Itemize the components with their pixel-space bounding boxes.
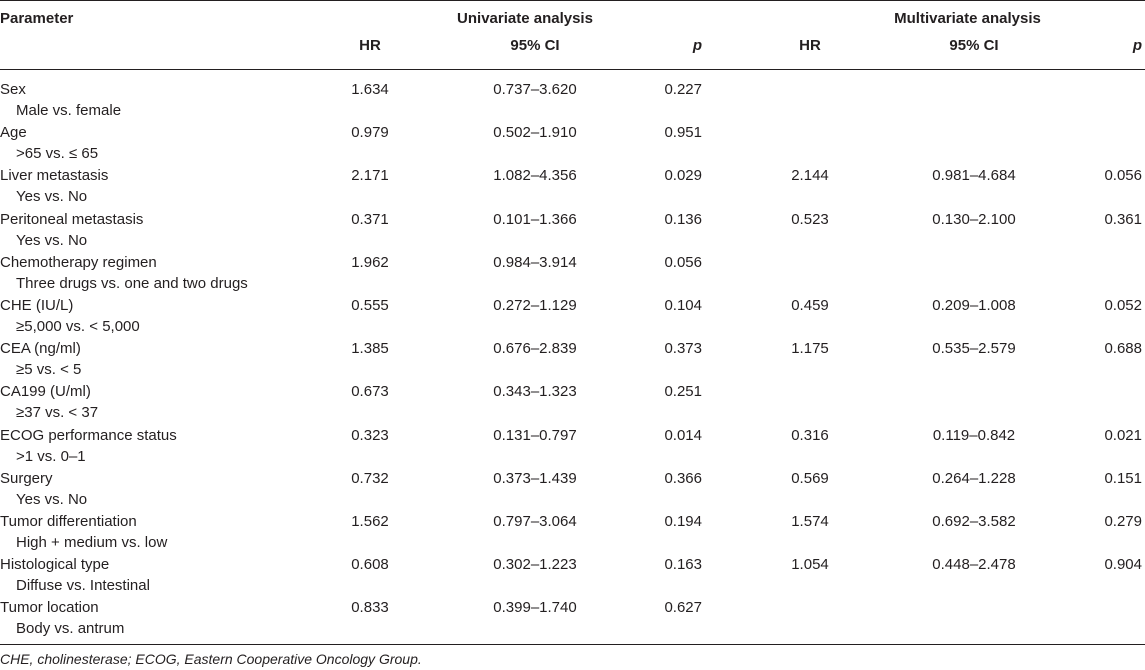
multivariate-p-cell: 0.361 — [1104, 211, 1142, 228]
multivariate-hr-cell: 1.054 — [791, 556, 829, 573]
univariate-ci-cell: 0.797–3.064 — [493, 513, 577, 530]
parameter-name: CEA (ng/ml) — [0, 340, 81, 357]
multivariate-p-cell: 0.052 — [1104, 297, 1142, 314]
univariate-p-cell: 0.373 — [664, 340, 702, 357]
parameter-name: Tumor differentiation — [0, 513, 137, 530]
univariate-hr-cell: 2.171 — [351, 167, 389, 184]
univariate-ci-cell: 0.272–1.129 — [493, 297, 577, 314]
bottom-rule — [0, 644, 1145, 645]
parameter-name: Histological type — [0, 556, 110, 573]
parameter-name: Tumor location — [0, 599, 99, 616]
parameter-comparison: ≥5,000 vs. < 5,000 — [16, 318, 140, 335]
univariate-p-cell: 0.194 — [664, 513, 702, 530]
parameter-name: Surgery — [0, 470, 53, 487]
univariate-ci-cell: 0.984–3.914 — [493, 254, 577, 271]
univariate-p-cell: 0.056 — [664, 254, 702, 271]
multivariate-p-cell: 0.688 — [1104, 340, 1142, 357]
univariate-ci-cell: 0.101–1.366 — [493, 211, 577, 228]
univariate-hr-cell: 0.555 — [351, 297, 389, 314]
top-rule — [0, 0, 1145, 1]
parameter-name: Sex — [0, 81, 26, 98]
univariate-hr-cell: 0.608 — [351, 556, 389, 573]
univariate-ci-cell: 0.502–1.910 — [493, 124, 577, 141]
univariate-ci-cell: 0.131–0.797 — [493, 427, 577, 444]
header-rule — [0, 69, 1145, 70]
header-multivariate: Multivariate analysis — [894, 10, 1041, 27]
univariate-ci-cell: 0.343–1.323 — [493, 383, 577, 400]
parameter-comparison: ≥37 vs. < 37 — [16, 404, 99, 421]
parameter-comparison: Yes vs. No — [16, 188, 88, 205]
multivariate-ci-cell: 0.209–1.008 — [932, 297, 1016, 314]
parameter-comparison: High + medium vs. low — [16, 534, 168, 551]
multivariate-ci-cell: 0.535–2.579 — [932, 340, 1016, 357]
parameter-comparison: >1 vs. 0–1 — [16, 448, 86, 465]
univariate-p-cell: 0.014 — [664, 427, 702, 444]
parameter-name: ECOG performance status — [0, 427, 177, 444]
univariate-hr-cell: 0.371 — [351, 211, 389, 228]
multivariate-ci-cell: 0.981–4.684 — [932, 167, 1016, 184]
univariate-ci-cell: 0.302–1.223 — [493, 556, 577, 573]
parameter-comparison: Three drugs vs. one and two drugs — [16, 275, 248, 292]
parameter-comparison: >65 vs. ≤ 65 — [16, 145, 99, 162]
multivariate-hr-cell: 0.316 — [791, 427, 829, 444]
univariate-hr-cell: 0.323 — [351, 427, 389, 444]
univariate-ci-cell: 0.373–1.439 — [493, 470, 577, 487]
header-univariate-p: p — [692, 37, 702, 54]
header-multivariate-ci: 95% CI — [949, 37, 999, 54]
parameter-name: Peritoneal metastasis — [0, 211, 144, 228]
header-parameter: Parameter — [0, 10, 74, 27]
univariate-hr-cell: 1.385 — [351, 340, 389, 357]
univariate-p-cell: 0.227 — [664, 81, 702, 98]
univariate-p-cell: 0.136 — [664, 211, 702, 228]
univariate-p-cell: 0.104 — [664, 297, 702, 314]
univariate-p-cell: 0.627 — [664, 599, 702, 616]
univariate-ci-cell: 0.737–3.620 — [493, 81, 577, 98]
univariate-hr-cell: 1.634 — [351, 81, 389, 98]
univariate-p-cell: 0.029 — [664, 167, 702, 184]
multivariate-hr-cell: 1.574 — [791, 513, 829, 530]
multivariate-ci-cell: 0.692–3.582 — [932, 513, 1016, 530]
multivariate-hr-cell: 0.459 — [791, 297, 829, 314]
multivariate-ci-cell: 0.264–1.228 — [932, 470, 1016, 487]
univariate-p-cell: 0.251 — [664, 383, 702, 400]
parameter-comparison: Diffuse vs. Intestinal — [16, 577, 150, 594]
table-footnote: CHE, cholinesterase; ECOG, Eastern Cooperative Oncology Group. — [0, 651, 422, 667]
univariate-hr-cell: 0.732 — [351, 470, 389, 487]
univariate-ci-cell: 0.676–2.839 — [493, 340, 577, 357]
parameter-comparison: Male vs. female — [16, 102, 122, 119]
univariate-hr-cell: 0.833 — [351, 599, 389, 616]
univariate-ci-cell: 0.399–1.740 — [493, 599, 577, 616]
header-univariate: Univariate analysis — [457, 10, 593, 27]
header-multivariate-hr: HR — [799, 37, 821, 54]
univariate-p-cell: 0.366 — [664, 470, 702, 487]
parameter-name: CHE (IU/L) — [0, 297, 74, 314]
univariate-ci-cell: 1.082–4.356 — [493, 167, 577, 184]
univariate-hr-cell: 0.979 — [351, 124, 389, 141]
multivariate-hr-cell: 2.144 — [791, 167, 829, 184]
multivariate-p-cell: 0.056 — [1104, 167, 1142, 184]
multivariate-ci-cell: 0.448–2.478 — [932, 556, 1016, 573]
multivariate-p-cell: 0.021 — [1104, 427, 1142, 444]
multivariate-hr-cell: 0.569 — [791, 470, 829, 487]
multivariate-hr-cell: 1.175 — [791, 340, 829, 357]
multivariate-ci-cell: 0.119–0.842 — [932, 427, 1016, 444]
parameter-name: Liver metastasis — [0, 167, 109, 184]
multivariate-ci-cell: 0.130–2.100 — [932, 211, 1016, 228]
header-multivariate-p: p — [1132, 37, 1142, 54]
multivariate-hr-cell: 0.523 — [791, 211, 829, 228]
univariate-p-cell: 0.163 — [664, 556, 702, 573]
parameter-name: CA199 (U/ml) — [0, 383, 91, 400]
parameter-comparison: ≥5 vs. < 5 — [16, 361, 82, 378]
header-univariate-hr: HR — [359, 37, 381, 54]
multivariate-p-cell: 0.279 — [1104, 513, 1142, 530]
parameter-comparison: Body vs. antrum — [16, 620, 125, 637]
parameter-name: Age — [0, 124, 27, 141]
univariate-hr-cell: 1.562 — [351, 513, 389, 530]
parameter-name: Chemotherapy regimen — [0, 254, 157, 271]
univariate-hr-cell: 1.962 — [351, 254, 389, 271]
parameter-comparison: Yes vs. No — [16, 232, 88, 249]
multivariate-p-cell: 0.151 — [1104, 470, 1142, 487]
univariate-hr-cell: 0.673 — [351, 383, 389, 400]
parameter-comparison: Yes vs. No — [16, 491, 88, 508]
multivariate-p-cell: 0.904 — [1104, 556, 1142, 573]
univariate-p-cell: 0.951 — [664, 124, 702, 141]
header-univariate-ci: 95% CI — [510, 37, 560, 54]
